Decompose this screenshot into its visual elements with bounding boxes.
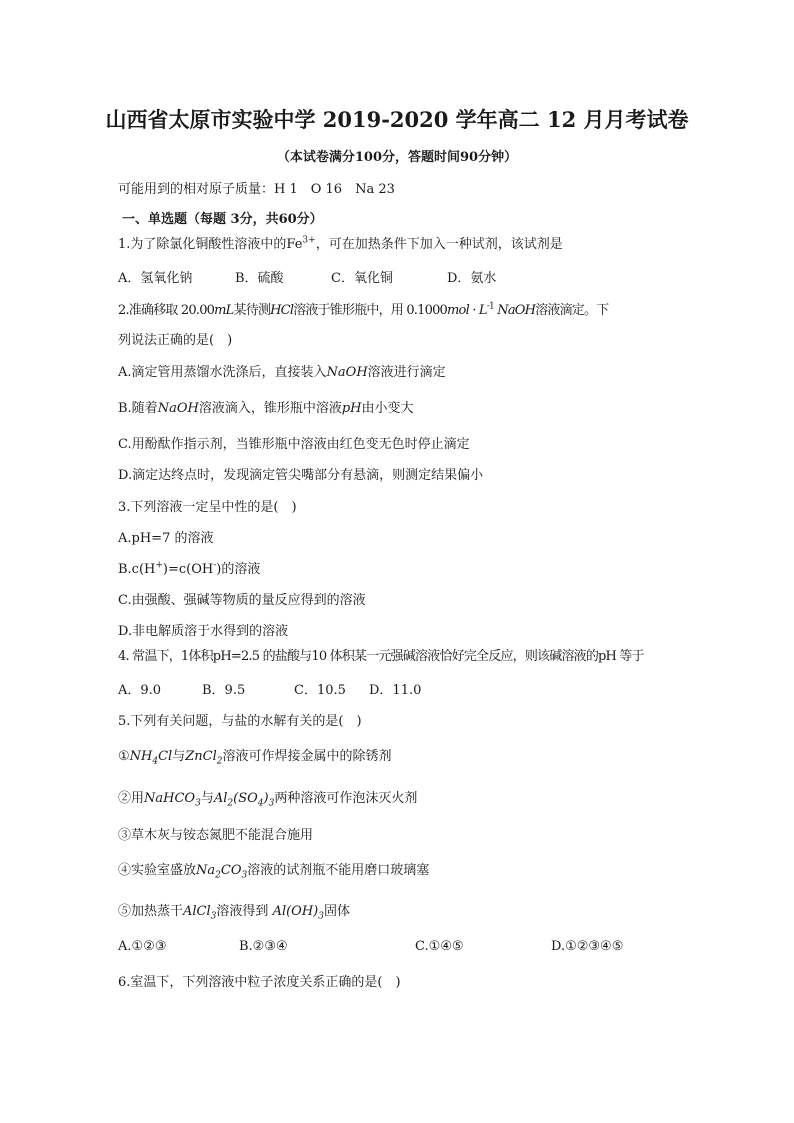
question-3-option-b: B.c(H+)=c(OH-)的溶液 xyxy=(118,560,261,577)
question-5-item-3: ③草木灰与铵态氮肥不能混合施用 xyxy=(118,828,314,843)
question-2-stem-cont: 列说法正确的是( ) xyxy=(118,333,233,348)
option-d: D.①②③④⑤ xyxy=(551,939,624,954)
question-2-option-c: C.用酚酞作指示剂，当锥形瓶中溶液由红色变无色时停止滴定 xyxy=(118,437,470,452)
question-5-stem: 5.下列有关问题，与盐的水解有关的是( ) xyxy=(118,714,362,729)
option-b: B.②③④ xyxy=(239,939,288,954)
option-c: C．10.5 xyxy=(294,683,346,698)
option-c: C．氧化铜 xyxy=(331,271,393,286)
question-3-option-a: A.pH=7 的溶液 xyxy=(118,531,214,546)
question-5-options xyxy=(118,939,623,954)
question-5-item-2: ②用NaHCO$_3$与$Al_2(SO_4)_3$两种溶液可作泡沫灭火剂 xyxy=(118,791,418,809)
atomic-mass-line: 可能用到的相对原子质量：H 1 O 16 Na 23 xyxy=(118,182,395,197)
question-5-item-1: $①NH_4Cl$与ZnCl$_2$溶液可作焊接金属中的除锈剂 xyxy=(118,749,392,767)
question-5-item-4: ④实验室盛放$Na_2CO_3$溶液的试剂瓶不能用磨口玻璃塞 xyxy=(118,863,430,881)
question-2-option-a: A.滴定管用蒸馏水洗涤后，直接装入NaOH溶液进行滴定 xyxy=(118,365,446,380)
question-2-option-d: D.滴定达终点时，发现滴定管尖嘴部分有悬滴，则测定结果偏小 xyxy=(118,468,484,483)
exam-title: 山西省太原市实验中学 2019-2020 学年高二 12 月月考试卷 xyxy=(105,107,689,132)
option-c: C.①④⑤ xyxy=(415,939,464,954)
section-heading: 一、单选题（每题 3分，共60分） xyxy=(122,212,323,227)
question-3-option-c: C.由强酸、强碱等物质的量反应得到的溶液 xyxy=(118,593,366,608)
option-a: A．9.0 xyxy=(118,683,162,698)
option-d: D．11.0 xyxy=(369,683,422,698)
option-b: B．9.5 xyxy=(202,683,246,698)
question-3-stem: 3.下列溶液一定呈中性的是( ) xyxy=(118,500,297,515)
question-2-stem: 2.准确移取 20.00mL某待测HCl溶液于锥形瓶中，用 $0.1000mol \cdot L^{-1}$ NaOH溶液滴定。下 xyxy=(118,301,609,318)
option-d: D．氨水 xyxy=(447,271,497,286)
question-2-option-b: B.随着NaOH溶液滴入，锥形瓶中溶液pH由小变大 xyxy=(118,401,414,416)
option-b: B．硫酸 xyxy=(235,271,284,286)
question-6-stem: 6.室温下，下列溶液中粒子浓度关系正确的是( ) xyxy=(118,975,401,990)
question-5-item-5: ⑤加热蒸干AlCl$_3$溶液得到 $Al(OH)_3$固体 xyxy=(118,904,350,922)
question-4-stem: 4. 常温下，1体积pH=2.5 的盐酸与10 体积某一元强碱溶液恰好完全反应，则该碱溶液的pH 等于 xyxy=(118,649,644,664)
question-1-stem: 1.为了除氯化铜酸性溶液中的$Fe^{3+}$，可在加热条件下加入一种试剂，该试剂是 xyxy=(118,235,563,252)
question-3-option-d: D.非电解质溶于水得到的溶液 xyxy=(118,624,289,639)
question-1-options xyxy=(118,267,496,286)
question-4-options xyxy=(118,679,421,698)
exam-subtitle: （本试卷满分100分，答题时间90分钟） xyxy=(276,150,518,165)
option-a: A．氢氧化钠 xyxy=(118,271,193,286)
option-a: A.①②③ xyxy=(118,939,167,954)
